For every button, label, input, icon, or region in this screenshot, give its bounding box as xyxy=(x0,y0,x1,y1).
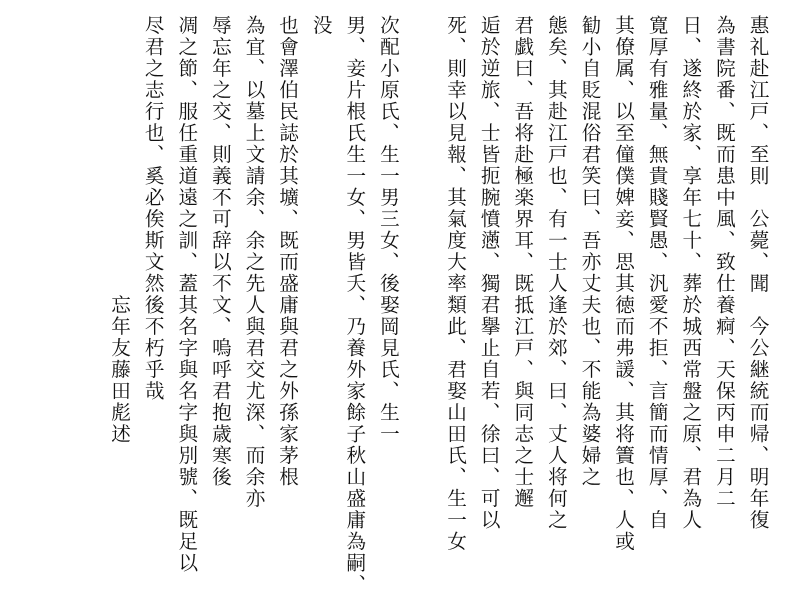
text-column-9: 逅於逆旅、士皆扼腕憤懣、獨君擧止自若、徐曰、可以 xyxy=(477,15,501,531)
text-column-19: 尽君之志行也、奚必俟斯文然後不朽乎哉 xyxy=(141,15,165,402)
text-column-12: 次配小原氏、生一男三女、後娶岡見氏、生一 xyxy=(376,15,400,445)
text-column-4: 寛厚有雅量、無貴賤賢愚、汎愛不拒、言簡而情厚、自 xyxy=(645,15,669,531)
text-column-18: 凋之節、服任重道遠之訓、蓋其名字與名字與別號、既足以 xyxy=(174,15,198,574)
text-column-2: 為書院番、既而患中風、致仕養痾、天保丙申二月二 xyxy=(712,15,736,510)
text-column-10: 死、則幸以見報、其氣度大率類此、君娶山田氏、生一女 xyxy=(443,15,467,553)
text-column-8: 君戯曰、吾将赴極楽界耳、既抵江戸、與同志之士邂 xyxy=(510,15,534,510)
text-column-1: 惠礼赴江戸、至則 公薨、聞 今公継統而帰、明年復 xyxy=(746,15,769,531)
author-signature-column: 忘年友藤田彪述 xyxy=(107,15,131,445)
text-column-16: 為宜、以墓上文請余、余之先人與君交尤深、而余亦 xyxy=(242,15,265,510)
text-column-7: 態矣、其赴江戸也、有一士人逢於郊、曰、丈人将何之 xyxy=(544,15,568,531)
text-column-3: 日、遂終於家、享年七十、葬於城西常盤之原、君為人 xyxy=(678,15,702,531)
text-column-6: 勧小自貶混俗君笑曰、吾亦丈夫也、不能為婆婦之 xyxy=(578,15,601,488)
text-column-5: 其僚属、以至僮僕婢妾、思其徳而弗諼、其将簀也、人或 xyxy=(611,15,635,553)
text-column-14: 没 xyxy=(309,15,333,37)
text-column-17: 辱忘年之交、則義不可辞以不文、嗚呼君抱歳寒後 xyxy=(208,15,232,488)
text-column-13: 男、妾片根氏生一女、男皆夭、乃養外家餘子秋山盛庸為嗣、 xyxy=(342,15,366,596)
text-column-15: 也會澤伯民誌於其壙、既而盛庸與君之外孫家茅根 xyxy=(275,15,299,488)
